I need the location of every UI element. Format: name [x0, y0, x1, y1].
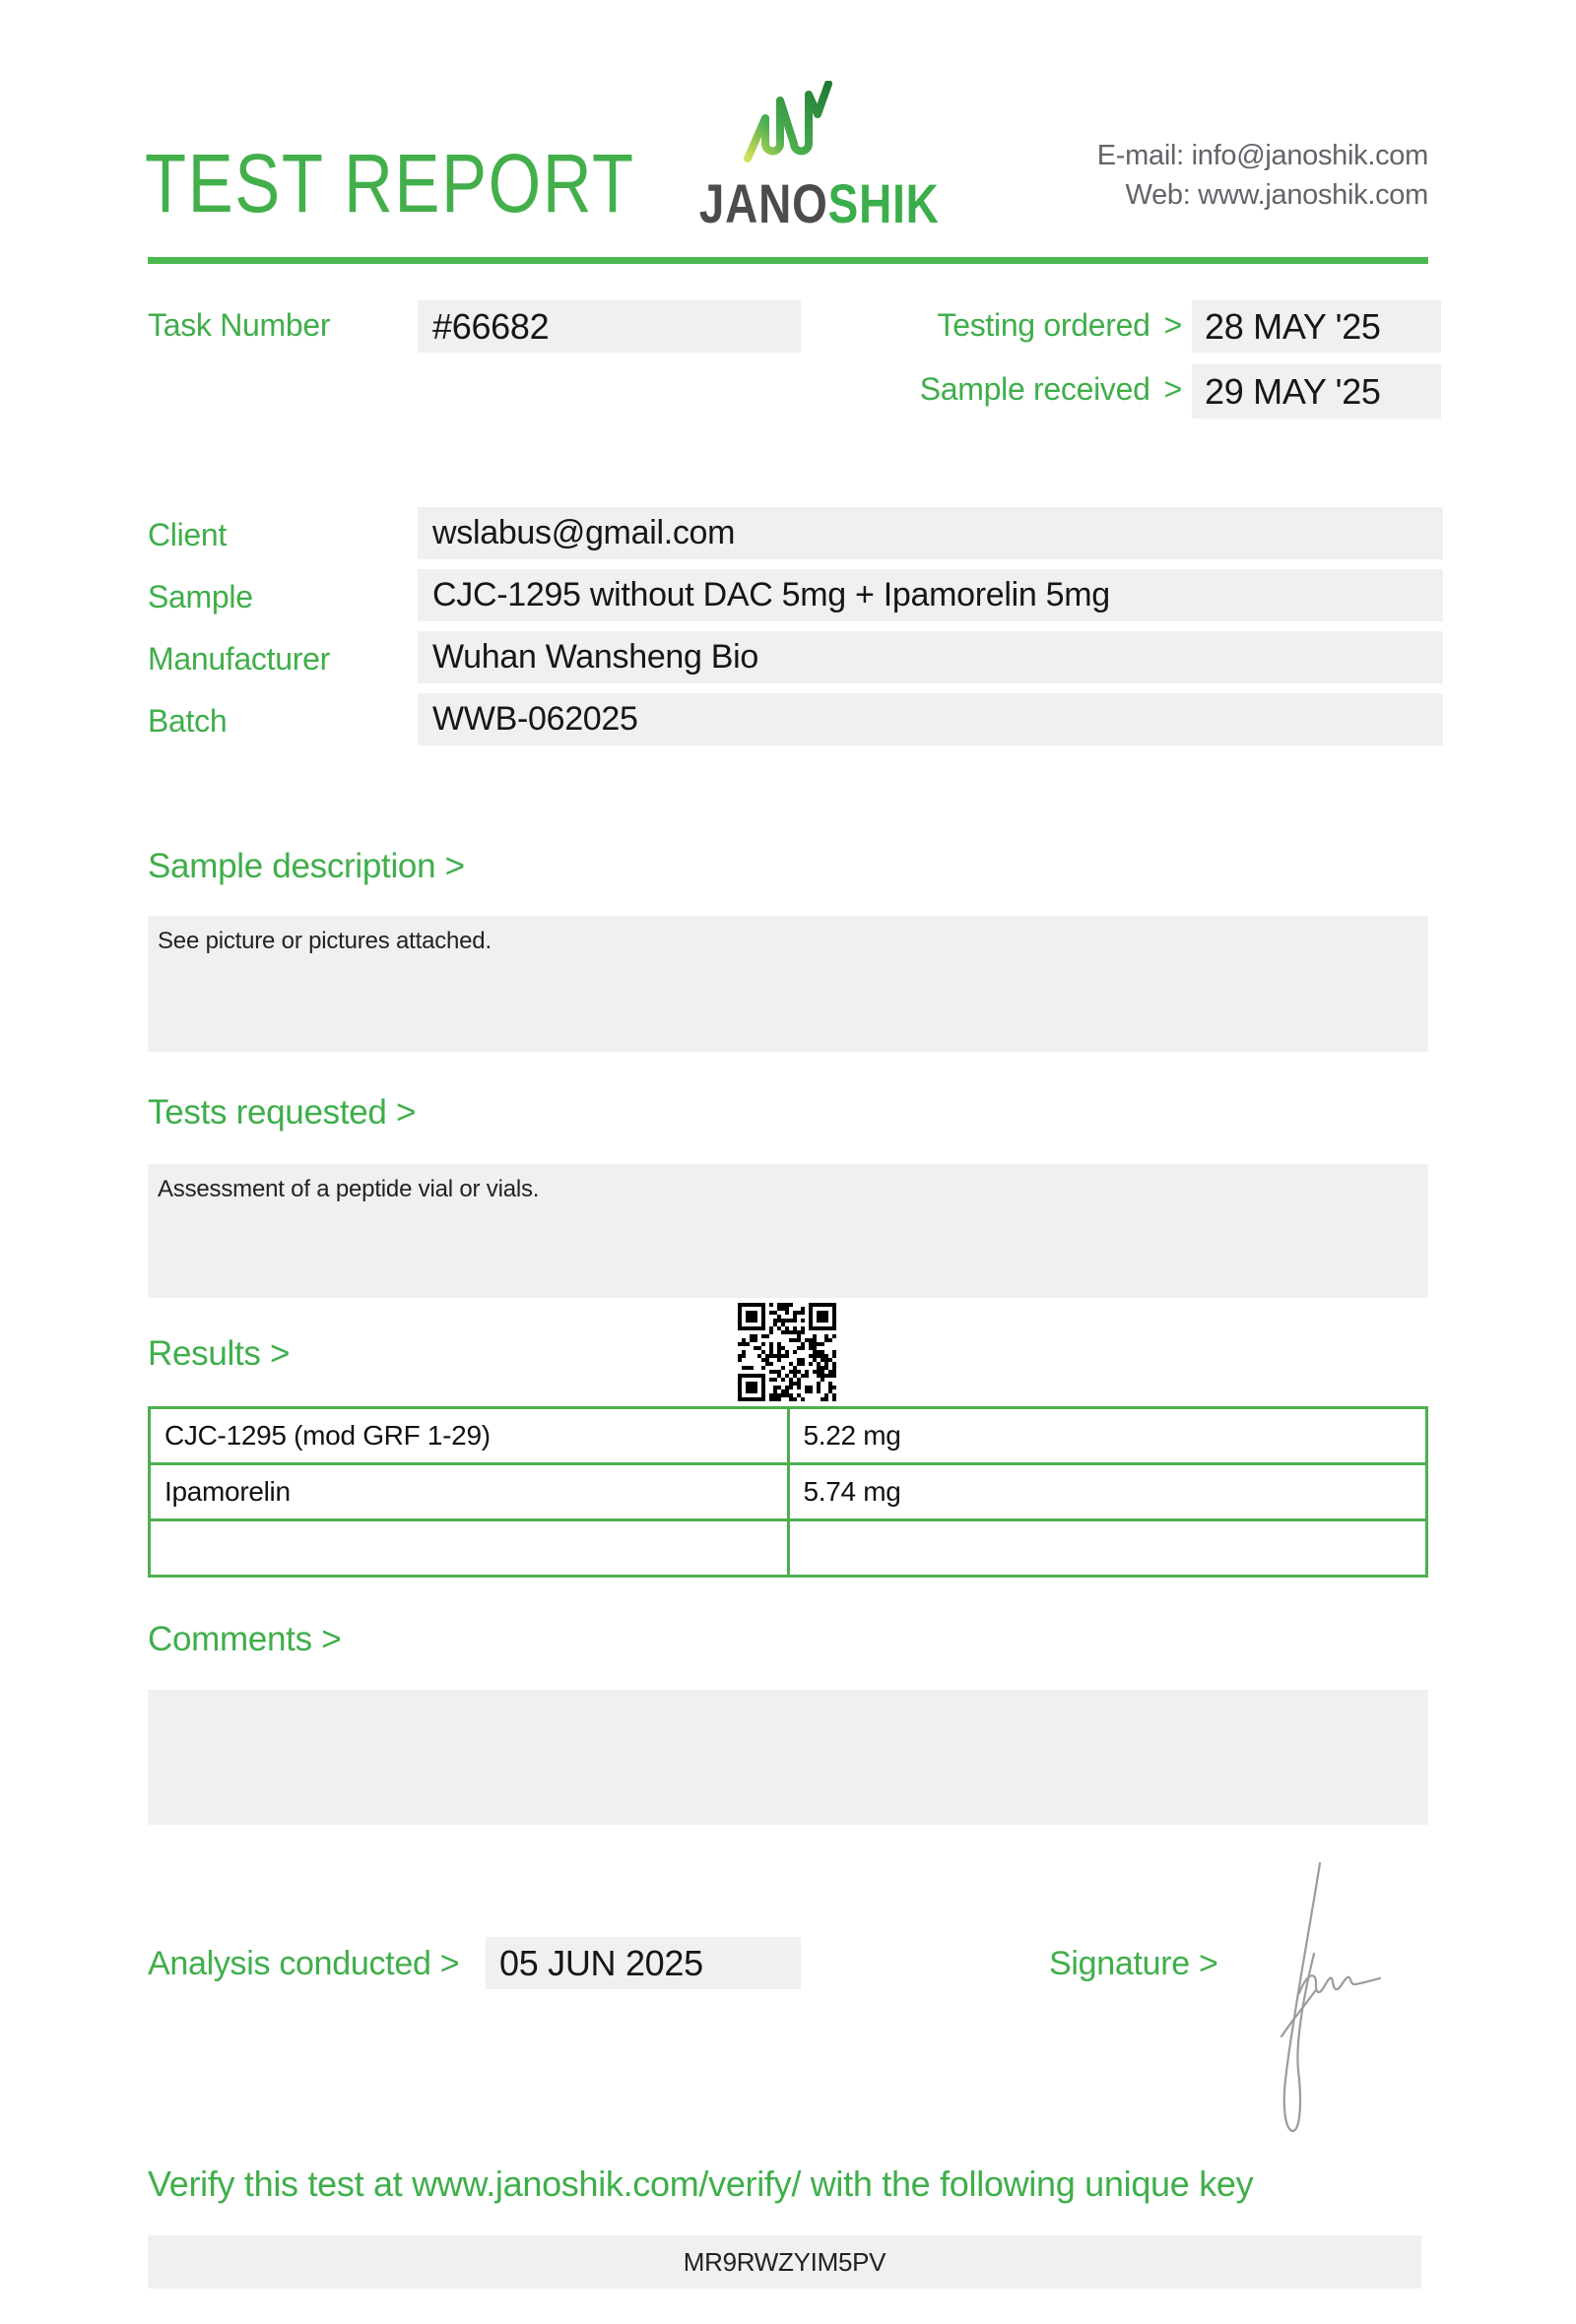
- sample-received-row: [920, 371, 1182, 408]
- table-row: [150, 1520, 1427, 1577]
- task-number-label: Task Number: [148, 307, 331, 343]
- client-label: Client: [148, 517, 228, 552]
- contact-email: E-mail: info@janoshik.com: [1096, 140, 1428, 171]
- sample-received-label: Sample received: [919, 371, 1150, 407]
- table-row: [150, 1464, 1427, 1520]
- sample-received-value: 29 MAY '25: [1192, 364, 1441, 419]
- manufacturer-value: Wuhan Wansheng Bio: [418, 631, 1443, 683]
- header-divider: [148, 257, 1428, 264]
- comments-heading: Comments >: [148, 1620, 342, 1658]
- chart-trend-icon: [741, 81, 835, 163]
- chevron-right-icon: >: [1163, 307, 1182, 343]
- verify-key: MR9RWZYIM5PV: [148, 2235, 1421, 2289]
- client-value: wslabus@gmail.com: [418, 507, 1443, 559]
- result-analyte: [150, 1520, 789, 1577]
- tests-requested-text: Assessment of a peptide vial or vials.: [158, 1176, 540, 1202]
- manufacturer-label: Manufacturer: [148, 641, 330, 677]
- testing-ordered-label: Testing ordered: [937, 307, 1150, 343]
- contact-info: [1097, 136, 1428, 215]
- comments-box: [148, 1690, 1428, 1825]
- signature-label: Signature >: [1049, 1945, 1218, 1982]
- sample-description-heading: Sample description >: [148, 847, 465, 885]
- verify-instruction: Verify this test at www.janoshik.com/verify/ with the following unique key: [148, 2163, 1254, 2204]
- signature-scrawl: [1266, 1849, 1394, 2135]
- qr-code: [738, 1303, 836, 1401]
- testing-ordered-row: [938, 307, 1182, 344]
- chevron-right-icon: >: [1163, 371, 1182, 407]
- logo-text-jano: JANO: [698, 172, 828, 234]
- result-amount: [788, 1520, 1427, 1577]
- results-heading: Results >: [148, 1334, 291, 1373]
- task-number-value: #66682: [418, 300, 801, 353]
- logo-text-shik: SHIK: [827, 172, 940, 234]
- contact-web: Web: www.janoshik.com: [1125, 179, 1428, 211]
- analysis-conducted-date: 05 JUN 2025: [486, 1937, 801, 1989]
- tests-requested-heading: Tests requested >: [148, 1093, 417, 1131]
- page-title: TEST REPORT: [145, 137, 635, 229]
- tests-requested-box: [148, 1164, 1428, 1298]
- batch-value: WWB-062025: [418, 693, 1443, 745]
- comments-text: [148, 1690, 1428, 1702]
- result-amount: 5.22 mg: [788, 1408, 1427, 1464]
- batch-label: Batch: [148, 703, 228, 739]
- sample-label: Sample: [148, 579, 253, 614]
- results-table: [148, 1406, 1428, 1578]
- table-row: [150, 1408, 1427, 1464]
- janoshik-logo: [680, 81, 940, 235]
- analysis-conducted-label: Analysis conducted >: [148, 1945, 460, 1982]
- result-analyte: Ipamorelin: [150, 1464, 789, 1520]
- result-amount: 5.74 mg: [788, 1464, 1427, 1520]
- testing-ordered-value: 28 MAY '25: [1192, 300, 1441, 353]
- result-analyte: CJC-1295 (mod GRF 1-29): [150, 1408, 789, 1464]
- sample-description-box: [148, 916, 1428, 1052]
- sample-description-text: See picture or pictures attached.: [158, 928, 492, 954]
- logo-wordmark: [698, 171, 940, 235]
- sample-value: CJC-1295 without DAC 5mg + Ipamorelin 5mg: [418, 569, 1443, 621]
